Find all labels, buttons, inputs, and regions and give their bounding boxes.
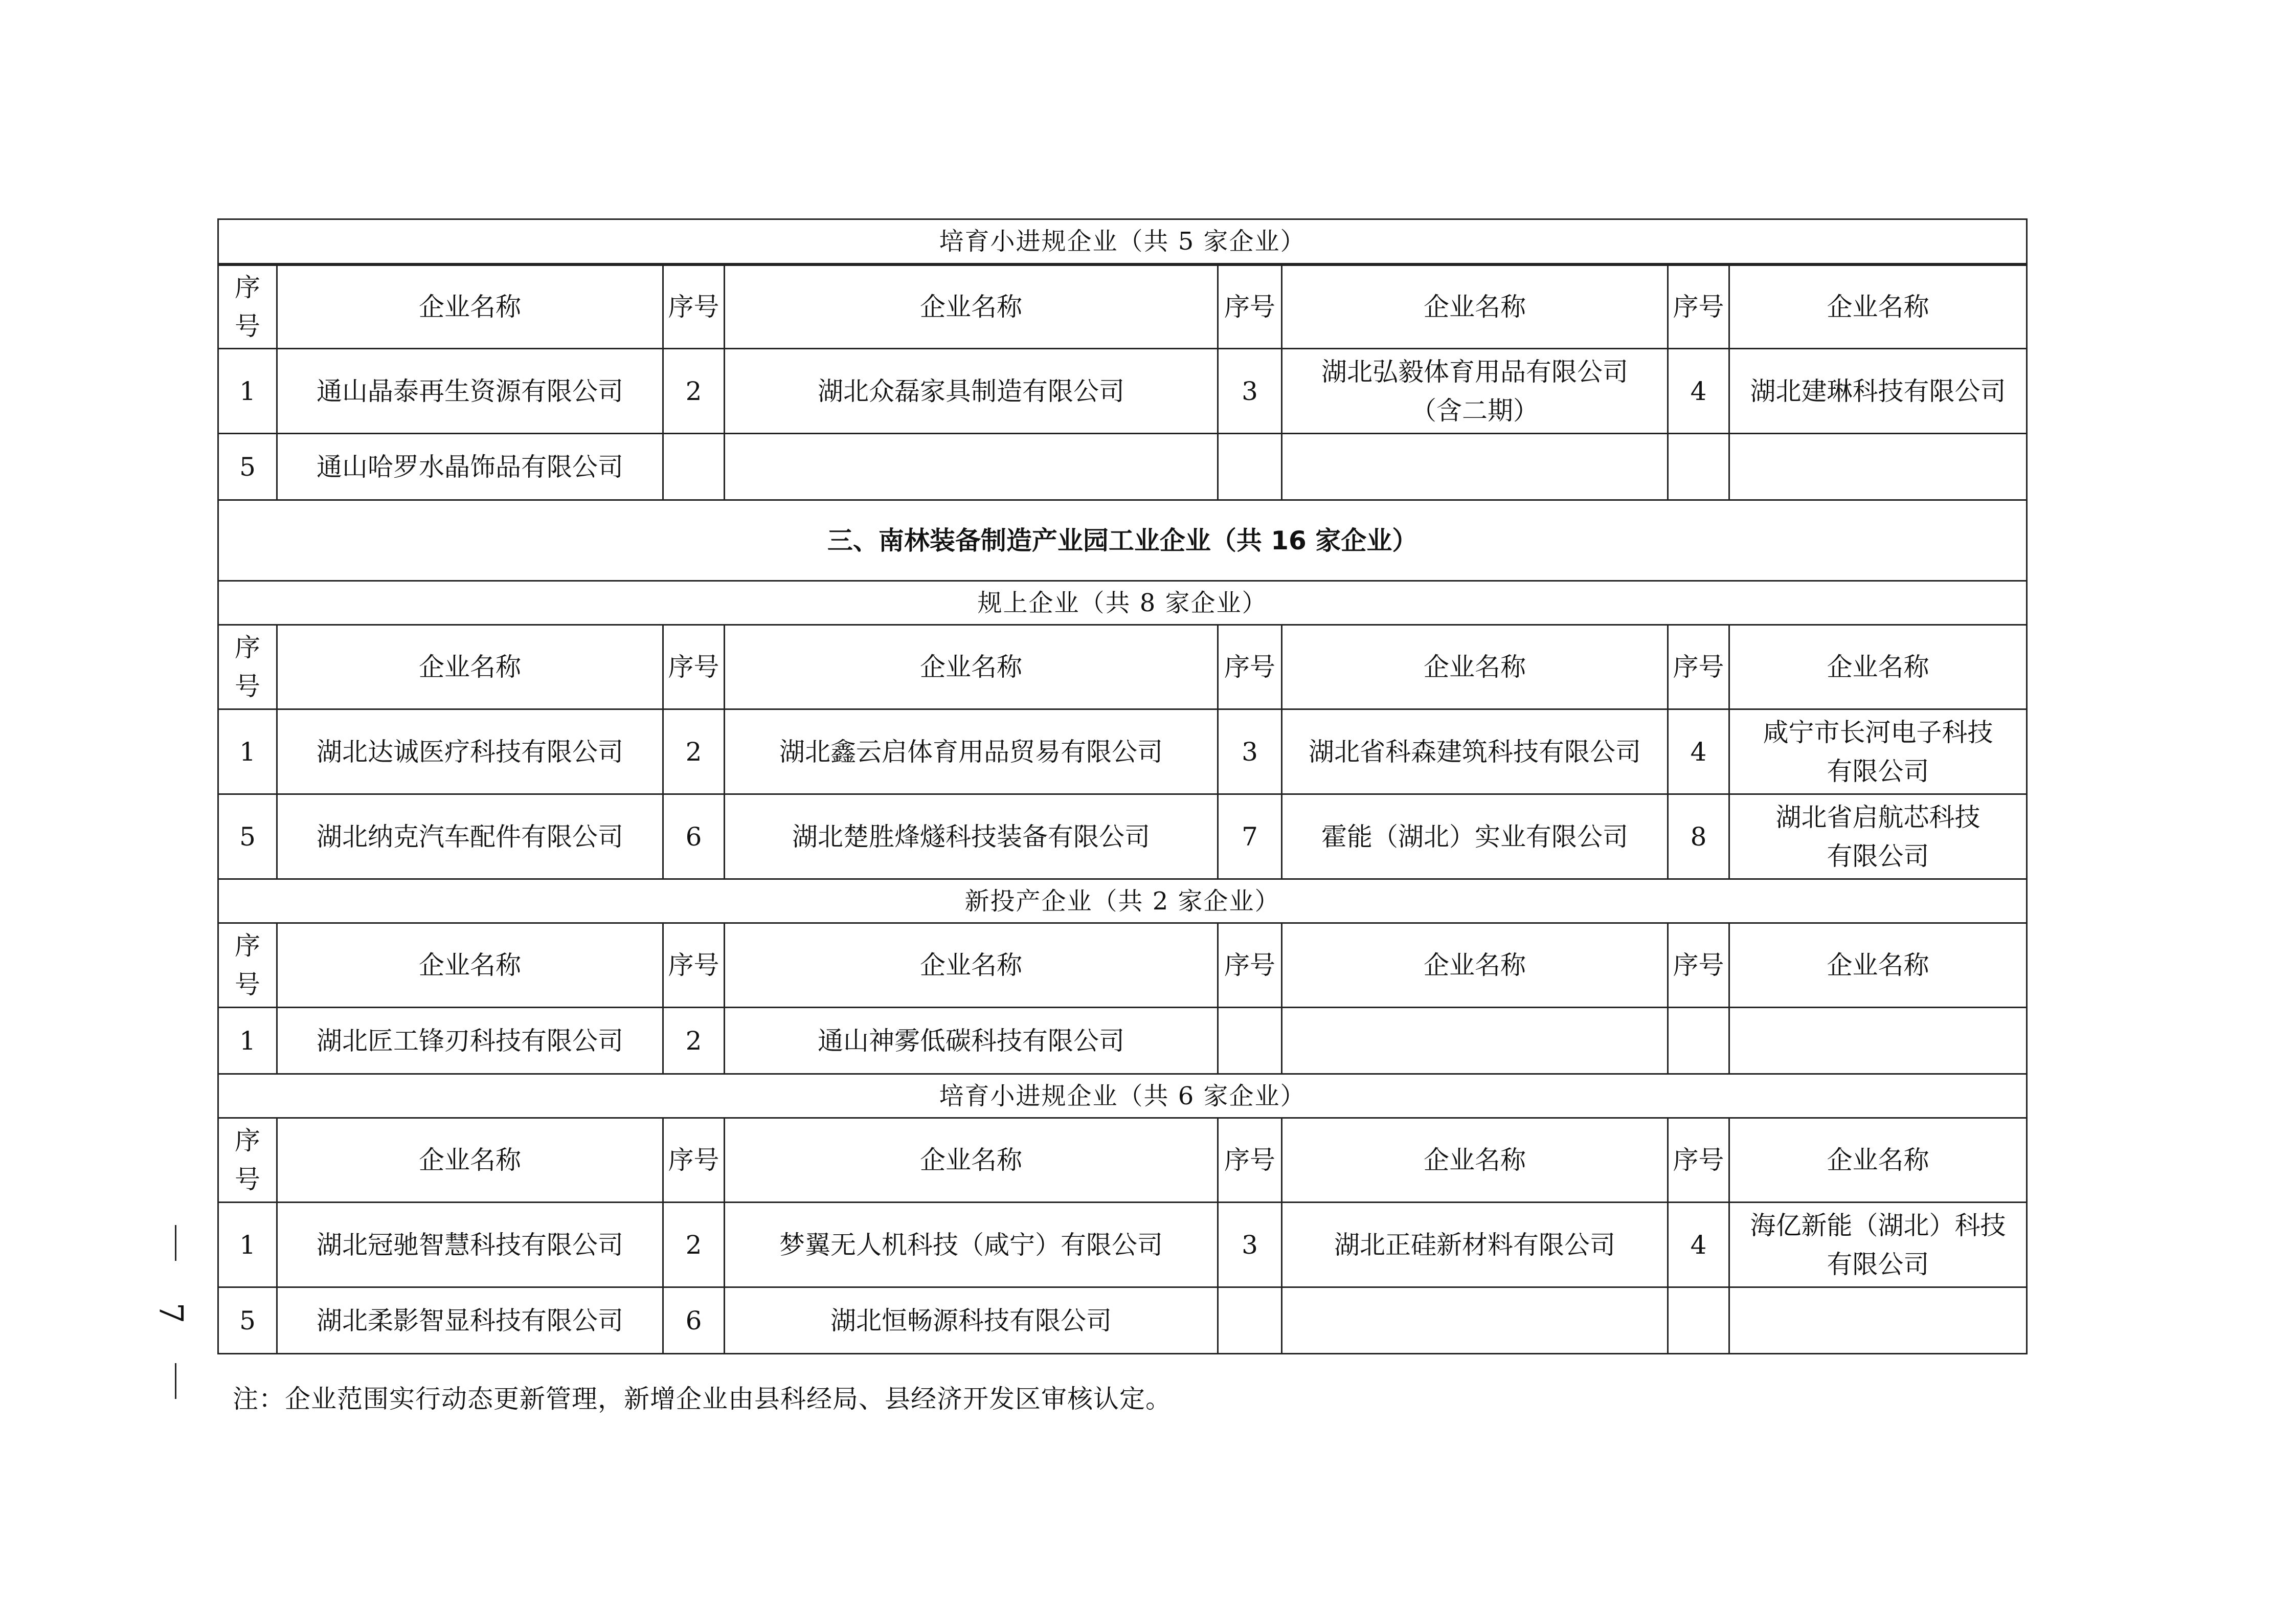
name-header: 企业名称 — [1729, 923, 2027, 1008]
name-header: 企业名称 — [1282, 625, 1668, 709]
company-list-table — [217, 218, 2028, 1354]
company-name-cell: 湖北省科森建筑科技有限公司 — [1282, 709, 1668, 794]
name-header: 企业名称 — [1729, 625, 2027, 709]
company-name-cell: 湖北正硅新材料有限公司 — [1282, 1203, 1668, 1287]
name-header: 企业名称 — [277, 923, 663, 1008]
seq-cell — [1668, 434, 1729, 500]
seq-header: 序号 — [218, 923, 277, 1008]
company-name-cell — [1729, 1203, 2027, 1287]
group-title: 培育小进规企业（共 6 家企业） — [218, 1074, 2027, 1118]
seq-cell: 1 — [218, 709, 277, 794]
seq-cell: 5 — [218, 1287, 277, 1354]
company-name-cell — [1729, 434, 2027, 500]
seq-cell: 1 — [218, 349, 277, 434]
seq-header: 序号 — [218, 1118, 277, 1203]
company-name-cell — [725, 434, 1218, 500]
table-row — [218, 1008, 2027, 1074]
company-name-line2: 有限公司 — [1827, 1249, 1929, 1279]
seq-header: 序号 — [218, 264, 277, 349]
company-name-cell — [1729, 1287, 2027, 1354]
company-name-cell: 通山晶泰再生资源有限公司 — [277, 349, 663, 434]
name-header: 企业名称 — [1729, 1118, 2027, 1203]
company-name-cell: 湖北达诚医疗科技有限公司 — [277, 709, 663, 794]
seq-cell: 6 — [663, 1287, 725, 1354]
seq-cell — [1668, 1008, 1729, 1074]
company-name-line2: （含二期） — [1411, 395, 1539, 426]
table-row — [218, 709, 2027, 794]
company-name-cell: 湖北匠工锋刃科技有限公司 — [277, 1008, 663, 1074]
seq-header: 序号 — [1668, 1118, 1729, 1203]
name-header: 企业名称 — [725, 923, 1218, 1008]
company-name-cell — [1729, 709, 2027, 794]
company-name-cell: 湖北鑫云启体育用品贸易有限公司 — [725, 709, 1218, 794]
name-header: 企业名称 — [1729, 264, 2027, 349]
seq-header: 序号 — [218, 625, 277, 709]
seq-cell: 4 — [1668, 709, 1729, 794]
seq-cell: 3 — [1218, 349, 1282, 434]
company-name-cell: 湖北众磊家具制造有限公司 — [725, 349, 1218, 434]
name-header: 企业名称 — [277, 625, 663, 709]
seq-cell: 3 — [1218, 709, 1282, 794]
seq-cell — [1218, 434, 1282, 500]
company-name-cell — [1282, 434, 1668, 500]
group-title-row — [218, 879, 2027, 923]
seq-cell: 1 — [218, 1203, 277, 1287]
company-name-cell: 梦翼无人机科技（咸宁）有限公司 — [725, 1203, 1218, 1287]
page-number — [151, 1225, 190, 1399]
group-title: 新投产企业（共 2 家企业） — [218, 879, 2027, 923]
seq-cell: 4 — [1668, 1203, 1729, 1287]
seq-cell: 5 — [218, 794, 277, 879]
page-number-dash-top — [175, 1225, 176, 1261]
company-name-cell: 通山哈罗水晶饰品有限公司 — [277, 434, 663, 500]
seq-cell: 7 — [1218, 794, 1282, 879]
company-name-cell — [1282, 1287, 1668, 1354]
seq-header: 序号 — [663, 625, 725, 709]
company-name-cell — [1282, 1008, 1668, 1074]
company-name-line2: 有限公司 — [1827, 841, 1929, 871]
company-name-line1: 湖北弘毅体育用品有限公司 — [1321, 357, 1628, 387]
seq-header: 序号 — [1668, 923, 1729, 1008]
column-header-row — [218, 625, 2027, 709]
company-name-cell: 通山神雾低碳科技有限公司 — [725, 1008, 1218, 1074]
seq-cell: 1 — [218, 1008, 277, 1074]
seq-cell: 4 — [1668, 349, 1729, 434]
column-header-row — [218, 264, 2027, 349]
seq-cell: 2 — [663, 1203, 725, 1287]
name-header: 企业名称 — [1282, 264, 1668, 349]
name-header: 企业名称 — [1282, 923, 1668, 1008]
seq-cell: 6 — [663, 794, 725, 879]
seq-cell — [1218, 1287, 1282, 1354]
group-title-row — [218, 219, 2027, 264]
seq-header: 序号 — [1668, 625, 1729, 709]
page-number-digit: 7 — [151, 1302, 190, 1324]
name-header: 企业名称 — [725, 1118, 1218, 1203]
name-header: 企业名称 — [1282, 1118, 1668, 1203]
company-name-cell: 湖北冠驰智慧科技有限公司 — [277, 1203, 663, 1287]
name-header: 企业名称 — [277, 1118, 663, 1203]
seq-cell: 8 — [1668, 794, 1729, 879]
company-name-cell — [1729, 794, 2027, 879]
seq-cell: 3 — [1218, 1203, 1282, 1287]
seq-cell — [663, 434, 725, 500]
company-name-cell: 湖北纳克汽车配件有限公司 — [277, 794, 663, 879]
group-title: 培育小进规企业（共 5 家企业） — [218, 219, 2027, 264]
company-name-line1: 咸宁市长河电子科技 — [1763, 717, 1993, 747]
seq-header: 序号 — [663, 923, 725, 1008]
table-row — [218, 349, 2027, 434]
column-header-row — [218, 923, 2027, 1008]
group-title: 规上企业（共 8 家企业） — [218, 581, 2027, 625]
seq-header: 序号 — [1218, 264, 1282, 349]
seq-cell — [1668, 1287, 1729, 1354]
table-row — [218, 1203, 2027, 1287]
seq-header: 序号 — [663, 264, 725, 349]
seq-header: 序号 — [1218, 1118, 1282, 1203]
seq-cell — [1218, 1008, 1282, 1074]
table-row — [218, 1287, 2027, 1354]
seq-header: 序号 — [1668, 264, 1729, 349]
seq-header: 序号 — [663, 1118, 725, 1203]
seq-cell: 2 — [663, 709, 725, 794]
seq-cell: 2 — [663, 1008, 725, 1074]
company-name-cell — [1729, 1008, 2027, 1074]
seq-cell: 5 — [218, 434, 277, 500]
section-title: 三、南林装备制造产业园工业企业（共 16 家企业） — [218, 500, 2027, 581]
group-title-row — [218, 581, 2027, 625]
footnote: 注：企业范围实行动态更新管理，新增企业由县科经局、县经济开发区审核认定。 — [233, 1384, 1172, 1414]
group-title-row — [218, 1074, 2027, 1118]
table-row — [218, 794, 2027, 879]
company-name-line1: 湖北省启航芯科技 — [1775, 802, 1980, 832]
seq-cell: 2 — [663, 349, 725, 434]
company-name-line1: 海亿新能（湖北）科技 — [1750, 1210, 2006, 1240]
company-name-cell: 湖北建琳科技有限公司 — [1729, 349, 2027, 434]
company-name-cell: 湖北楚胜烽燧科技装备有限公司 — [725, 794, 1218, 879]
company-name-cell: 霍能（湖北）实业有限公司 — [1282, 794, 1668, 879]
company-name-line2: 有限公司 — [1827, 756, 1929, 786]
column-header-row — [218, 1118, 2027, 1203]
seq-header: 序号 — [1218, 625, 1282, 709]
name-header: 企业名称 — [277, 264, 663, 349]
seq-header: 序号 — [1218, 923, 1282, 1008]
table-row — [218, 434, 2027, 500]
company-name-cell: 湖北恒畅源科技有限公司 — [725, 1287, 1218, 1354]
company-name-cell: 湖北柔影智显科技有限公司 — [277, 1287, 663, 1354]
page-number-dash-bottom — [175, 1363, 176, 1399]
company-name-cell — [1282, 349, 1668, 434]
section-title-row — [218, 500, 2027, 581]
name-header: 企业名称 — [725, 625, 1218, 709]
name-header: 企业名称 — [725, 264, 1218, 349]
